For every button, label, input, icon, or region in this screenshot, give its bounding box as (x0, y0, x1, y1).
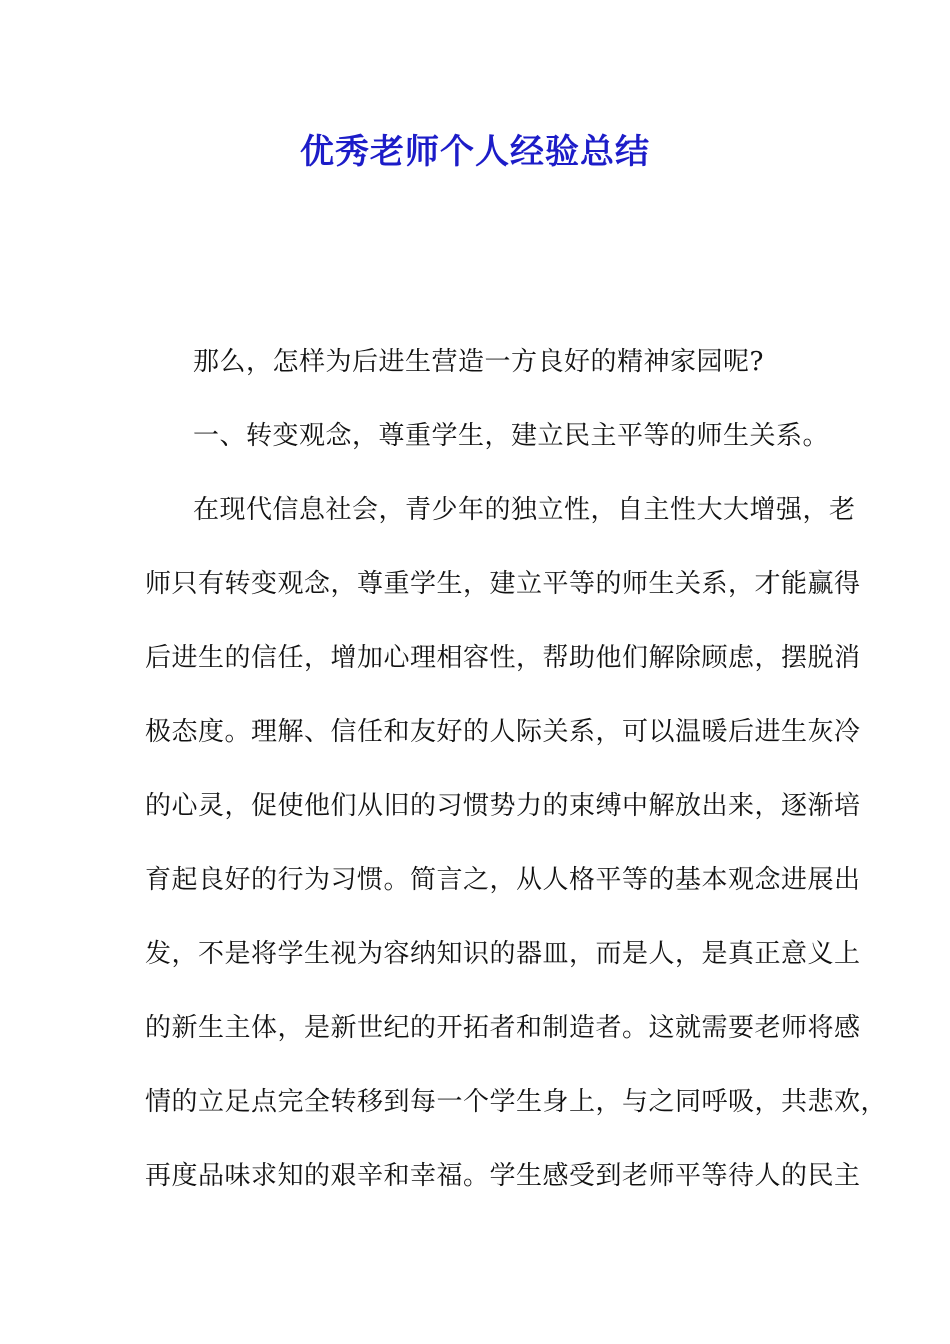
paragraph-line: 的心灵，促使他们从旧的习惯势力的束缚中解放出来，逐渐培 (145, 791, 861, 821)
paragraph-line: 育起良好的行为习惯。简言之，从人格平等的基本观念进展出 (145, 865, 861, 895)
paragraph-line: 一、转变观念，尊重学生，建立民主平等的师生关系。 (193, 421, 830, 451)
paragraph-line: 在现代信息社会，青少年的独立性，自主性大大增强，老 (193, 495, 856, 525)
paragraph-line: 后进生的信任，增加心理相容性，帮助他们解除顾虑，摆脱消 (145, 643, 861, 673)
paragraph-line: 极态度。理解、信任和友好的人际关系，可以温暖后进生灰冷 (145, 717, 861, 747)
paragraph-line: 情的立足点完全转移到每一个学生身上，与之同呼吸，共悲欢， (145, 1087, 888, 1117)
paragraph-line: 再度品味求知的艰辛和幸福。学生感受到老师平等待人的民主 (145, 1161, 861, 1191)
paragraph-line: 发，不是将学生视为容纳知识的器皿，而是人，是真正意义上 (145, 939, 861, 969)
document-title: 优秀老师个人经验总结 (300, 132, 650, 172)
paragraph-line: 师只有转变观念，尊重学生，建立平等的师生关系，才能赢得 (145, 569, 861, 599)
paragraph-line: 那么，怎样为后进生营造一方良好的精神家园呢? (193, 347, 764, 377)
paragraph-line: 的新生主体，是新世纪的开拓者和制造者。这就需要老师将感 (145, 1013, 861, 1043)
